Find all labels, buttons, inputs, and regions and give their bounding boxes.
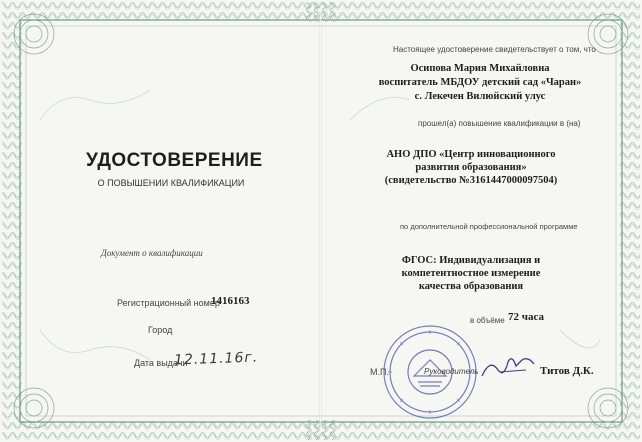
issue-date-label: Дата выдачи xyxy=(134,358,188,368)
registration-number-label: Регистрационный номер xyxy=(117,298,220,308)
director-label: Руководитель xyxy=(424,367,479,376)
recipient-position: воспитатель МБДОУ детский сад «Чаран» xyxy=(378,77,582,88)
program-line-1: ФГОС: Индивидуализация и xyxy=(401,255,541,266)
organization-line-2: развития образования» xyxy=(415,162,527,173)
program-line-2: компетентностное измерение xyxy=(401,268,541,279)
program-line-3: качества образования xyxy=(418,281,524,292)
recipient-block xyxy=(340,62,620,104)
document-subtitle: О ПОВЫШЕНИИ КВАЛИФИКАЦИИ xyxy=(97,178,245,188)
organization-license: (свидетельство №3161447000097504) xyxy=(384,175,558,186)
organization-line-1: АНО ДПО «Центр инновационного xyxy=(386,149,556,160)
recipient-location: с. Лекечен Вилюйский улус xyxy=(414,91,546,102)
passed-training-text: прошел(а) повышение квалификации в (на) xyxy=(418,119,581,128)
program-block xyxy=(356,254,586,293)
recipient-name: Осипова Мария Михайловна xyxy=(410,63,550,74)
volume-value: 72 часа xyxy=(508,311,544,323)
document-type-label: Документ о квалификации xyxy=(101,248,203,258)
registration-number-value: 1416163 xyxy=(211,295,250,307)
certifies-text: Настоящее удостоверение свидетельствует о том, что xyxy=(393,45,596,54)
director-name: Титов Д.К. xyxy=(540,365,594,377)
issue-date-value: 12.11.16г. xyxy=(173,349,259,369)
page-fold xyxy=(319,14,322,428)
city-label: Город xyxy=(148,325,173,335)
volume-label: в объёме xyxy=(470,316,505,325)
document-title: УДОСТОВЕРЕНИЕ xyxy=(86,150,263,171)
organization-block xyxy=(356,148,586,187)
program-intro-text: по дополнительной профессиональной программе xyxy=(400,222,578,231)
seal-place-label: М.П. xyxy=(370,367,389,377)
signature-icon xyxy=(478,352,538,382)
